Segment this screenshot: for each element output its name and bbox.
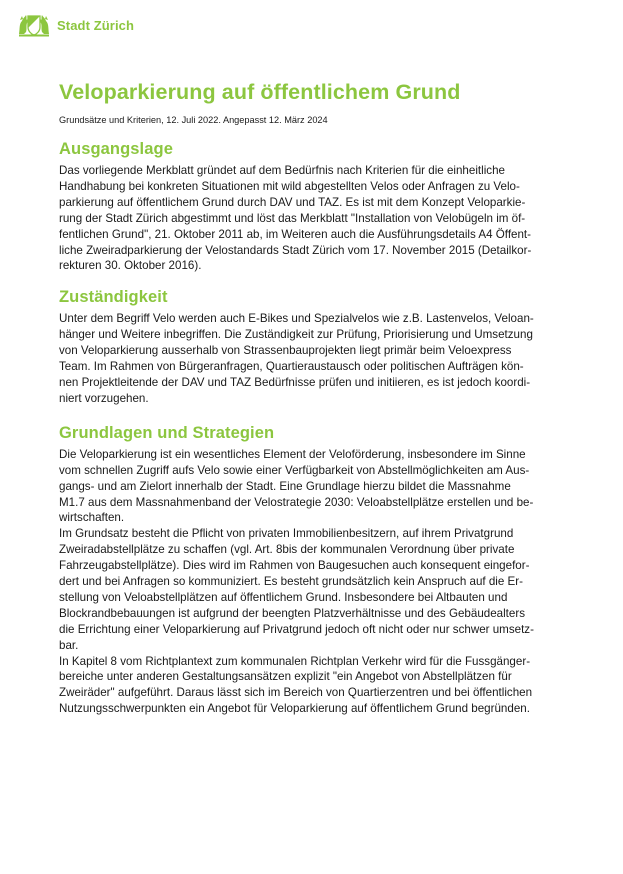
text-line: rekturen 30. Oktober 2016). xyxy=(59,259,202,273)
paragraph xyxy=(59,311,569,406)
text-line: M1.7 aus dem Massnahmenband der Velostrategie 2030: Veloabstellplätze erstellen und be- xyxy=(59,495,534,509)
header-logo xyxy=(17,12,134,38)
text-line: Im Grundsatz besteht die Pflicht von privaten Immobilienbesitzern, auf ihrem Privatgrund xyxy=(59,527,514,541)
section-zustaendigkeit xyxy=(59,286,569,406)
text-line: wirtschaften. xyxy=(59,511,125,525)
page-title: Veloparkierung auf öffentlichem Grund xyxy=(59,80,461,104)
paragraph xyxy=(59,526,569,653)
text-line: Blockrandbebauungen ist aufgrund der beengten Platzverhältnisse und des Gebäudealters xyxy=(59,606,526,620)
text-line: Die Veloparkierung ist ein wesentliches Element der Veloförderung, insbesondere im Sinne xyxy=(59,447,526,461)
text-line: fentlichen Grund", 21. Oktober 2011 ab, im Weiteren auch die Ausführungsdetails A4 Öffent- xyxy=(59,227,532,241)
section-heading: Ausgangslage xyxy=(59,140,173,158)
text-line: rung der Stadt Zürich abgestimmt und löst das Merkblatt "Installation von Velobügeln im öf- xyxy=(59,211,526,225)
paragraph xyxy=(59,163,569,274)
page-subtitle: Grundsätze und Kriterien, 12. Juli 2022. Angepasst 12. März 2024 xyxy=(59,115,328,125)
text-line: stellung von Veloabstellplätzen auf öffentlichem Grund. Insbesondere bei Altbauten und xyxy=(59,590,508,604)
text-line: die Errichtung einer Veloparkierung auf Privatgrund jedoch oft nicht oder nur schwer umsetz- xyxy=(59,622,534,636)
paragraph xyxy=(59,447,569,527)
text-line: Nutzungsschwerpunkten ein Angebot für Veloparkierung auf öffentlichem Grund begründen. xyxy=(59,702,530,716)
text-line: Team. Im Rahmen von Bürgeranfragen, Quartieraustausch oder politischen Aufträgen kön- xyxy=(59,360,524,374)
text-line: Zweiräder" aufgeführt. Daraus lässt sich im Bereich von Quartierzentren und bei öffentlichen xyxy=(59,686,533,700)
text-line: Fahrzeugabstellplätze). Dies wird im Rahmen von Baugesuchen auch konsequent eingefor- xyxy=(59,559,530,573)
text-line: nen Projektleitende der DAV und TAZ Bedürfnisse prüfen und initiieren, es ist jedoch koordi- xyxy=(59,375,531,389)
text-line: liche Zweiradparkierung der Velostandards Stadt Zürich vom 17. November 2015 (Detailkor- xyxy=(59,243,532,257)
section-grundlagen-strategien xyxy=(59,422,569,717)
text-line: vom schnellen Zugriff aufs Velo sowie einer Verfügbarkeit von Abstellmöglichkeiten am Aus- xyxy=(59,463,530,477)
text-line: niert vorzugehen. xyxy=(59,391,149,405)
text-line: gangs- und am Zielort innerhalb der Stadt. Eine Grundlage hierzu bildet die Massnahme xyxy=(59,479,511,493)
text-line: von Veloparkierung ausserhalb von Strassenbauprojekten liegt primär beim Veloexpress xyxy=(59,344,512,358)
logo-text: Stadt Zürich xyxy=(57,17,135,33)
text-line: In Kapitel 8 vom Richtplantext zum kommunalen Richtplan Verkehr wird für die Fussgänger- xyxy=(59,654,531,668)
text-line: Unter dem Begriff Velo werden auch E-Bikes und Spezialvelos wie z.B. Lastenvelos, Veloan- xyxy=(59,312,534,326)
text-line: bar. xyxy=(59,638,79,652)
text-line: Handhabung bei konkreten Situationen mit wild abgestellten Velos oder Anfragen zu Velo- xyxy=(59,179,520,193)
text-line: dert und bei Anfragen so kommuniziert. Es besteht grundsätzlich kein Anspruch auf die Er- xyxy=(59,575,524,589)
paragraph xyxy=(59,654,569,718)
text-line: Zweiradabstellplätze zu schaffen (vgl. Art. 8bis der kommunalen Verordnung über private xyxy=(59,543,515,557)
section-heading: Grundlagen und Strategien xyxy=(59,423,275,442)
zurich-coat-of-arms-icon xyxy=(17,12,51,38)
text-line: parkierung auf öffentlichem Grund durch DAV und TAZ. Es ist mit dem Konzept Veloparkie- xyxy=(59,195,526,209)
text-line: hänger und Weitere inbegriffen. Die Zuständigkeit zur Prüfung, Priorisierung und Umsetzung xyxy=(59,328,533,342)
text-line: Das vorliegende Merkblatt gründet auf dem Bedürfnis nach Kriterien für die einheitliche xyxy=(59,164,505,177)
text-line: bereiche unter anderen Gestaltungsansätzen explizit "ein Angebot von Abstellplätzen für xyxy=(59,670,512,684)
section-ausgangslage xyxy=(59,138,569,274)
section-heading: Zuständigkeit xyxy=(59,288,168,307)
document-body xyxy=(59,78,569,717)
